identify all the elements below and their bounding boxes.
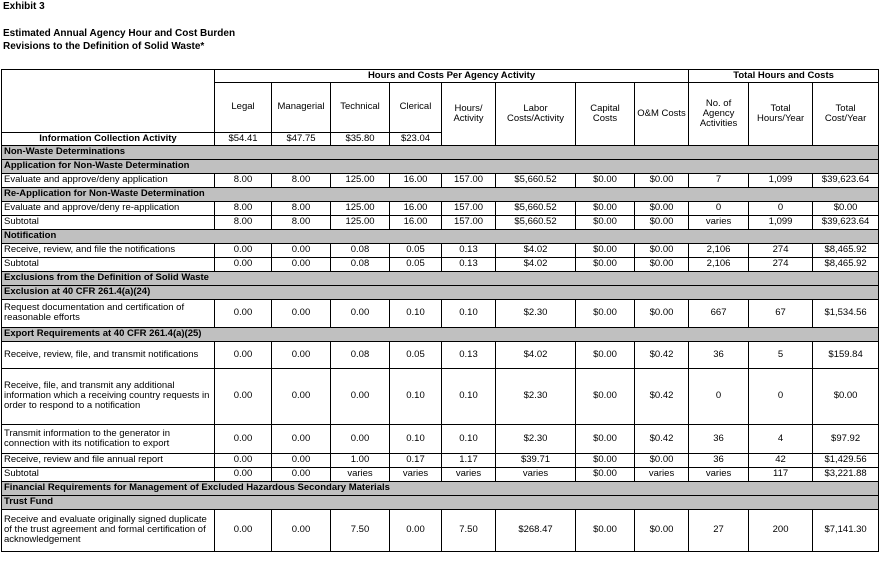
cell-value: $5,660.52 bbox=[496, 215, 576, 229]
row-label: Subtotal bbox=[2, 257, 215, 271]
col-header-total-hours: Total Hours/Year bbox=[749, 83, 813, 146]
cell-value: 667 bbox=[689, 299, 749, 327]
table-row bbox=[2, 341, 879, 368]
cell-value: 0.00 bbox=[331, 299, 390, 327]
exhibit-label: Exhibit 3 bbox=[3, 1, 45, 12]
cell-value: 0 bbox=[749, 201, 813, 215]
cell-value: 125.00 bbox=[331, 173, 390, 187]
cell-value: 0.00 bbox=[215, 467, 272, 481]
cell-value: 0.17 bbox=[390, 453, 442, 467]
cell-value: 274 bbox=[749, 243, 813, 257]
cell-value: 0.10 bbox=[442, 299, 496, 327]
cell-value: 1.17 bbox=[442, 453, 496, 467]
cell-value: 36 bbox=[689, 453, 749, 467]
row-label: Receive, file, and transmit any additional information which a receiving country requests in order to respond to a notification bbox=[2, 368, 215, 424]
cell-value: $0.00 bbox=[576, 243, 635, 257]
cell-value: 0.00 bbox=[215, 509, 272, 551]
cell-value: $0.00 bbox=[635, 215, 689, 229]
col-header-technical: Technical bbox=[331, 83, 390, 133]
cell-value: 8.00 bbox=[272, 215, 331, 229]
rate-managerial: $47.75 bbox=[272, 132, 331, 145]
subsection-title: Export Requirements at 40 CFR 261.4(a)(25) bbox=[2, 327, 879, 341]
row-label: Subtotal bbox=[2, 467, 215, 481]
cell-value: $0.42 bbox=[635, 424, 689, 453]
table-row bbox=[2, 509, 879, 551]
row-label: Request documentation and certification of reasonable efforts bbox=[2, 299, 215, 327]
cell-value: $8,465.92 bbox=[813, 257, 879, 271]
cell-value: $4.02 bbox=[496, 243, 576, 257]
row-label: Receive, review and file annual report bbox=[2, 453, 215, 467]
cell-value: 8.00 bbox=[215, 173, 272, 187]
cell-value: 0.00 bbox=[215, 243, 272, 257]
cell-value: $0.00 bbox=[576, 453, 635, 467]
cell-value: 0.00 bbox=[331, 424, 390, 453]
corner-cell-lower bbox=[2, 83, 215, 132]
cell-value: 125.00 bbox=[331, 215, 390, 229]
table-row bbox=[2, 453, 879, 467]
cell-value: $4.02 bbox=[496, 341, 576, 368]
table-row bbox=[2, 173, 879, 187]
subsection-row bbox=[2, 285, 879, 299]
cell-value: 0.00 bbox=[215, 257, 272, 271]
cell-value: 0.13 bbox=[442, 257, 496, 271]
row-label: Receive and evaluate originally signed duplicate of the trust agreement and formal certification of acknowledgement bbox=[2, 509, 215, 551]
table-row bbox=[2, 257, 879, 271]
subsection-title: Exclusion at 40 CFR 261.4(a)(24) bbox=[2, 285, 879, 299]
table-row bbox=[2, 368, 879, 424]
cell-value: 0.08 bbox=[331, 257, 390, 271]
col-header-om-costs: O&M Costs bbox=[635, 83, 689, 146]
cell-value: 0 bbox=[749, 368, 813, 424]
cell-value: 0.00 bbox=[215, 453, 272, 467]
cell-value: 0.13 bbox=[442, 243, 496, 257]
col-header-hours-activity: Hours/ Activity bbox=[442, 83, 496, 146]
row-label: Evaluate and approve/deny re-application bbox=[2, 201, 215, 215]
column-header-row bbox=[2, 83, 879, 132]
cell-value: $268.47 bbox=[496, 509, 576, 551]
cell-value: 0.00 bbox=[272, 509, 331, 551]
subsection-title: Trust Fund bbox=[2, 495, 879, 509]
cell-value: 0.00 bbox=[272, 341, 331, 368]
row-label: Evaluate and approve/deny application bbox=[2, 173, 215, 187]
cell-value: 1,099 bbox=[749, 215, 813, 229]
rate-clerical: $23.04 bbox=[390, 132, 442, 145]
burden-table bbox=[1, 69, 879, 552]
table-row bbox=[2, 424, 879, 453]
cell-value: $0.00 bbox=[576, 509, 635, 551]
cell-value: 0.00 bbox=[272, 299, 331, 327]
cell-value: varies bbox=[635, 467, 689, 481]
cell-value: 157.00 bbox=[442, 173, 496, 187]
cell-value: 0.00 bbox=[390, 509, 442, 551]
cell-value: $2.30 bbox=[496, 424, 576, 453]
table-title-line1: Estimated Annual Agency Hour and Cost Burden bbox=[3, 28, 236, 39]
table-title-line2: Revisions to the Definition of Solid Waste* bbox=[3, 41, 205, 52]
cell-value: $7,141.30 bbox=[813, 509, 879, 551]
cell-value: 36 bbox=[689, 341, 749, 368]
cell-value: 0.00 bbox=[272, 243, 331, 257]
subsection-row bbox=[2, 495, 879, 509]
col-header-labor-costs: Labor Costs/Activity bbox=[496, 83, 576, 146]
col-header-capital-costs: Capital Costs bbox=[576, 83, 635, 146]
col-header-num-activities: No. of Agency Activities bbox=[689, 83, 749, 146]
cell-value: 0.10 bbox=[442, 368, 496, 424]
cell-value: $5,660.52 bbox=[496, 173, 576, 187]
cell-value: 0.10 bbox=[390, 368, 442, 424]
col-header-total-cost: Total Cost/Year bbox=[813, 83, 879, 146]
cell-value: 7.50 bbox=[442, 509, 496, 551]
table-row bbox=[2, 299, 879, 327]
cell-value: 0.08 bbox=[331, 243, 390, 257]
cell-value: 7 bbox=[689, 173, 749, 187]
cell-value: $0.00 bbox=[576, 341, 635, 368]
cell-value: $1,534.56 bbox=[813, 299, 879, 327]
col-header-clerical: Clerical bbox=[390, 83, 442, 133]
cell-value: 157.00 bbox=[442, 215, 496, 229]
cell-value: $39,623.64 bbox=[813, 215, 879, 229]
cell-value: $0.00 bbox=[635, 173, 689, 187]
cell-value: 274 bbox=[749, 257, 813, 271]
cell-value: $159.84 bbox=[813, 341, 879, 368]
cell-value: 5 bbox=[749, 341, 813, 368]
cell-value: 8.00 bbox=[215, 201, 272, 215]
cell-value: 7.50 bbox=[331, 509, 390, 551]
cell-value: $8,465.92 bbox=[813, 243, 879, 257]
col-header-managerial: Managerial bbox=[272, 83, 331, 133]
cell-value: $2.30 bbox=[496, 299, 576, 327]
cell-value: 8.00 bbox=[272, 173, 331, 187]
cell-value: $0.00 bbox=[635, 509, 689, 551]
cell-value: $5,660.52 bbox=[496, 201, 576, 215]
group-header-agency-activity: Hours and Costs Per Agency Activity bbox=[215, 70, 689, 83]
table-row bbox=[2, 467, 879, 481]
cell-value: 0.00 bbox=[215, 299, 272, 327]
row-label: Receive, review, file, and transmit notifications bbox=[2, 341, 215, 368]
section-title: Financial Requirements for Management of Excluded Hazardous Secondary Materials bbox=[2, 481, 879, 495]
cell-value: $0.00 bbox=[813, 201, 879, 215]
cell-value: $4.02 bbox=[496, 257, 576, 271]
cell-value: varies bbox=[689, 467, 749, 481]
cell-value: 4 bbox=[749, 424, 813, 453]
table-row bbox=[2, 243, 879, 257]
cell-value: $0.00 bbox=[576, 368, 635, 424]
cell-value: 200 bbox=[749, 509, 813, 551]
subsection-row bbox=[2, 187, 879, 201]
cell-value: 0.13 bbox=[442, 341, 496, 368]
row-label: Transmit information to the generator in connection with its notification to export bbox=[2, 424, 215, 453]
group-header-row bbox=[2, 70, 879, 83]
row-label: Receive, review, and file the notifications bbox=[2, 243, 215, 257]
cell-value: 0.05 bbox=[390, 243, 442, 257]
cell-value: $39.71 bbox=[496, 453, 576, 467]
cell-value: 117 bbox=[749, 467, 813, 481]
cell-value: $0.00 bbox=[576, 299, 635, 327]
cell-value: 16.00 bbox=[390, 215, 442, 229]
cell-value: $0.42 bbox=[635, 341, 689, 368]
cell-value: 0.05 bbox=[390, 341, 442, 368]
cell-value: 0.00 bbox=[215, 341, 272, 368]
cell-value: 0.00 bbox=[272, 368, 331, 424]
cell-value: $0.00 bbox=[576, 467, 635, 481]
cell-value: 0.05 bbox=[390, 257, 442, 271]
cell-value: 1.00 bbox=[331, 453, 390, 467]
cell-value: $1,429.56 bbox=[813, 453, 879, 467]
cell-value: $39,623.64 bbox=[813, 173, 879, 187]
cell-value: 27 bbox=[689, 509, 749, 551]
cell-value: 8.00 bbox=[215, 215, 272, 229]
cell-value: $0.00 bbox=[576, 424, 635, 453]
cell-value: varies bbox=[496, 467, 576, 481]
cell-value: 2,106 bbox=[689, 257, 749, 271]
rate-technical: $35.80 bbox=[331, 132, 390, 145]
cell-value: 125.00 bbox=[331, 201, 390, 215]
cell-value: $0.00 bbox=[635, 257, 689, 271]
section-row bbox=[2, 145, 879, 159]
subsection-title: Application for Non-Waste Determination bbox=[2, 159, 879, 173]
corner-cell bbox=[2, 70, 215, 83]
cell-value: $0.00 bbox=[635, 299, 689, 327]
cell-value: 1,099 bbox=[749, 173, 813, 187]
group-header-totals: Total Hours and Costs bbox=[689, 70, 879, 83]
cell-value: $0.00 bbox=[635, 243, 689, 257]
cell-value: varies bbox=[390, 467, 442, 481]
cell-value: 8.00 bbox=[272, 201, 331, 215]
rate-legal: $54.41 bbox=[215, 132, 272, 145]
cell-value: 42 bbox=[749, 453, 813, 467]
first-column-label: Information Collection Activity bbox=[2, 132, 215, 145]
cell-value: $0.42 bbox=[635, 368, 689, 424]
cell-value: 0.00 bbox=[272, 467, 331, 481]
cell-value: $0.00 bbox=[576, 257, 635, 271]
cell-value: 0.10 bbox=[390, 299, 442, 327]
cell-value: 16.00 bbox=[390, 201, 442, 215]
cell-value: 2,106 bbox=[689, 243, 749, 257]
cell-value: 0.00 bbox=[331, 368, 390, 424]
table-row bbox=[2, 215, 879, 229]
cell-value: 157.00 bbox=[442, 201, 496, 215]
cell-value: varies bbox=[331, 467, 390, 481]
subsection-row bbox=[2, 159, 879, 173]
cell-value: 0.10 bbox=[442, 424, 496, 453]
cell-value: $0.00 bbox=[576, 173, 635, 187]
subsection-title: Re-Application for Non-Waste Determination bbox=[2, 187, 879, 201]
cell-value: varies bbox=[689, 215, 749, 229]
row-label: Subtotal bbox=[2, 215, 215, 229]
table-row bbox=[2, 201, 879, 215]
cell-value: 0 bbox=[689, 368, 749, 424]
cell-value: 0.00 bbox=[215, 368, 272, 424]
cell-value: 0 bbox=[689, 201, 749, 215]
section-title: Notification bbox=[2, 229, 879, 243]
cell-value: $0.00 bbox=[635, 201, 689, 215]
cell-value: $3,221.88 bbox=[813, 467, 879, 481]
cell-value: $97.92 bbox=[813, 424, 879, 453]
cell-value: varies bbox=[442, 467, 496, 481]
section-row bbox=[2, 271, 879, 285]
cell-value: 0.08 bbox=[331, 341, 390, 368]
cell-value: 0.00 bbox=[272, 424, 331, 453]
cell-value: 0.00 bbox=[272, 453, 331, 467]
cell-value: $2.30 bbox=[496, 368, 576, 424]
subsection-row bbox=[2, 327, 879, 341]
cell-value: $0.00 bbox=[576, 215, 635, 229]
section-row bbox=[2, 229, 879, 243]
cell-value: 0.10 bbox=[390, 424, 442, 453]
cell-value: 67 bbox=[749, 299, 813, 327]
section-row bbox=[2, 481, 879, 495]
cell-value: 0.00 bbox=[215, 424, 272, 453]
cell-value: 0.00 bbox=[272, 257, 331, 271]
cell-value: $0.00 bbox=[635, 453, 689, 467]
cell-value: $0.00 bbox=[813, 368, 879, 424]
cell-value: $0.00 bbox=[576, 201, 635, 215]
section-title: Exclusions from the Definition of Solid Waste bbox=[2, 271, 879, 285]
cell-value: 36 bbox=[689, 424, 749, 453]
col-header-legal: Legal bbox=[215, 83, 272, 133]
cell-value: 16.00 bbox=[390, 173, 442, 187]
section-title: Non-Waste Determinations bbox=[2, 145, 879, 159]
